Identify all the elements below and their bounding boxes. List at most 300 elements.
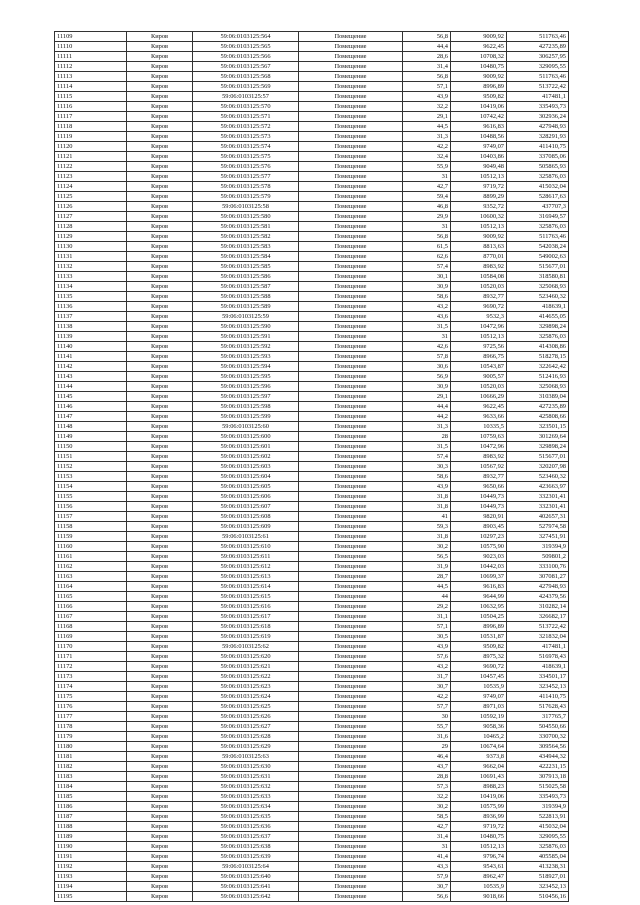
total-value-cell: 422231,15: [507, 762, 569, 772]
row-number-cell: 11149: [55, 432, 127, 442]
row-number-cell: 11183: [55, 772, 127, 782]
area-cell: 43,3: [403, 862, 451, 872]
table-row: [55, 102, 569, 112]
city-cell: Киров: [127, 822, 193, 832]
price-per-sqm-cell: 10543,87: [451, 362, 507, 372]
area-cell: 43,2: [403, 662, 451, 672]
object-type-cell: Помещение: [299, 782, 403, 792]
price-per-sqm-cell: 10567,92: [451, 462, 507, 472]
table-row: [55, 392, 569, 402]
area-cell: 42,2: [403, 142, 451, 152]
total-value-cell: 513722,42: [507, 82, 569, 92]
total-value-cell: 415032,04: [507, 182, 569, 192]
cadastral-number-cell: 59:06:0103125:629: [193, 742, 299, 752]
cadastral-number-cell: 59:06:0103125:609: [193, 522, 299, 532]
city-cell: Киров: [127, 702, 193, 712]
total-value-cell: 310389,04: [507, 392, 569, 402]
row-number-cell: 11134: [55, 282, 127, 292]
total-value-cell: 511763,46: [507, 232, 569, 242]
total-value-cell: 510456,16: [507, 892, 569, 902]
table-row: [55, 892, 569, 902]
city-cell: Киров: [127, 812, 193, 822]
table-row: [55, 502, 569, 512]
price-per-sqm-cell: 9373,8: [451, 752, 507, 762]
area-cell: 31: [403, 222, 451, 232]
row-number-cell: 11145: [55, 392, 127, 402]
price-per-sqm-cell: 9719,72: [451, 822, 507, 832]
object-type-cell: Помещение: [299, 852, 403, 862]
city-cell: Киров: [127, 222, 193, 232]
price-per-sqm-cell: 10535,9: [451, 882, 507, 892]
row-number-cell: 11150: [55, 442, 127, 452]
table-row: [55, 572, 569, 582]
area-cell: 31,9: [403, 562, 451, 572]
city-cell: Киров: [127, 282, 193, 292]
table-row: [55, 482, 569, 492]
table-row: [55, 452, 569, 462]
area-cell: 44,5: [403, 582, 451, 592]
object-type-cell: Помещение: [299, 302, 403, 312]
object-type-cell: Помещение: [299, 722, 403, 732]
row-number-cell: 11175: [55, 692, 127, 702]
price-per-sqm-cell: 9018,66: [451, 892, 507, 902]
row-number-cell: 11188: [55, 822, 127, 832]
table-row: [55, 602, 569, 612]
total-value-cell: 310282,14: [507, 602, 569, 612]
table-row: [55, 92, 569, 102]
city-cell: Киров: [127, 842, 193, 852]
price-per-sqm-cell: 9532,3: [451, 312, 507, 322]
cadastral-number-cell: 59:06:0103125:59: [193, 312, 299, 322]
city-cell: Киров: [127, 782, 193, 792]
price-per-sqm-cell: 8988,23: [451, 782, 507, 792]
object-type-cell: Помещение: [299, 232, 403, 242]
object-type-cell: Помещение: [299, 492, 403, 502]
object-type-cell: Помещение: [299, 762, 403, 772]
area-cell: 57,6: [403, 652, 451, 662]
object-type-cell: Помещение: [299, 892, 403, 902]
city-cell: Киров: [127, 892, 193, 902]
row-number-cell: 11123: [55, 172, 127, 182]
table-row: [55, 142, 569, 152]
object-type-cell: Помещение: [299, 362, 403, 372]
object-type-cell: Помещение: [299, 182, 403, 192]
object-type-cell: Помещение: [299, 672, 403, 682]
area-cell: 57,4: [403, 452, 451, 462]
city-cell: Киров: [127, 742, 193, 752]
cadastral-number-cell: 59:06:0103125:614: [193, 582, 299, 592]
area-cell: 30,1: [403, 272, 451, 282]
total-value-cell: 434944,32: [507, 752, 569, 762]
table-row: [55, 732, 569, 742]
price-per-sqm-cell: 9725,56: [451, 342, 507, 352]
cadastral-number-cell: 59:06:0103125:599: [193, 412, 299, 422]
row-number-cell: 11146: [55, 402, 127, 412]
cadastral-number-cell: 59:06:0103125:624: [193, 692, 299, 702]
cadastral-number-cell: 59:06:0103125:610: [193, 542, 299, 552]
price-per-sqm-cell: 9509,82: [451, 92, 507, 102]
row-number-cell: 11113: [55, 72, 127, 82]
area-cell: 57,4: [403, 262, 451, 272]
price-per-sqm-cell: 9690,72: [451, 662, 507, 672]
area-cell: 29,1: [403, 112, 451, 122]
area-cell: 32,2: [403, 792, 451, 802]
price-per-sqm-cell: 9616,83: [451, 582, 507, 592]
area-cell: 30,9: [403, 382, 451, 392]
row-number-cell: 11157: [55, 512, 127, 522]
city-cell: Киров: [127, 872, 193, 882]
row-number-cell: 11162: [55, 562, 127, 572]
cadastral-number-cell: 59:06:0103125:620: [193, 652, 299, 662]
cadastral-number-cell: 59:06:0103125:638: [193, 842, 299, 852]
city-cell: Киров: [127, 302, 193, 312]
area-cell: 28,7: [403, 572, 451, 582]
object-type-cell: Помещение: [299, 872, 403, 882]
object-type-cell: Помещение: [299, 642, 403, 652]
object-type-cell: Помещение: [299, 202, 403, 212]
object-type-cell: Помещение: [299, 612, 403, 622]
row-number-cell: 11181: [55, 752, 127, 762]
document-sheet: [54, 31, 568, 902]
table-row: [55, 822, 569, 832]
cadastral-number-cell: 59:06:0103125:61: [193, 532, 299, 542]
city-cell: Киров: [127, 112, 193, 122]
city-cell: Киров: [127, 722, 193, 732]
total-value-cell: 335493,73: [507, 792, 569, 802]
row-number-cell: 11144: [55, 382, 127, 392]
area-cell: 31,1: [403, 612, 451, 622]
table-row: [55, 82, 569, 92]
total-value-cell: 320207,98: [507, 462, 569, 472]
total-value-cell: 332301,41: [507, 492, 569, 502]
object-type-cell: Помещение: [299, 122, 403, 132]
city-cell: Киров: [127, 412, 193, 422]
table-row: [55, 852, 569, 862]
cadastral-number-cell: 59:06:0103125:608: [193, 512, 299, 522]
total-value-cell: 329898,24: [507, 442, 569, 452]
total-value-cell: 511763,46: [507, 72, 569, 82]
row-number-cell: 11132: [55, 262, 127, 272]
row-number-cell: 11120: [55, 142, 127, 152]
row-number-cell: 11177: [55, 712, 127, 722]
price-per-sqm-cell: 9719,72: [451, 182, 507, 192]
price-per-sqm-cell: 8996,89: [451, 82, 507, 92]
total-value-cell: 411410,75: [507, 692, 569, 702]
row-number-cell: 11119: [55, 132, 127, 142]
table-row: [55, 352, 569, 362]
cadastral-number-cell: 59:06:0103125:588: [193, 292, 299, 302]
object-type-cell: Помещение: [299, 552, 403, 562]
object-type-cell: Помещение: [299, 272, 403, 282]
table-row: [55, 832, 569, 842]
price-per-sqm-cell: 10535,9: [451, 682, 507, 692]
object-type-cell: Помещение: [299, 702, 403, 712]
price-per-sqm-cell: 10472,96: [451, 322, 507, 332]
city-cell: Киров: [127, 272, 193, 282]
table-row: [55, 842, 569, 852]
area-cell: 31: [403, 842, 451, 852]
total-value-cell: 518927,01: [507, 872, 569, 882]
area-cell: 30: [403, 712, 451, 722]
area-cell: 29,9: [403, 212, 451, 222]
area-cell: 43,2: [403, 302, 451, 312]
area-cell: 44,5: [403, 122, 451, 132]
object-type-cell: Помещение: [299, 862, 403, 872]
row-number-cell: 11124: [55, 182, 127, 192]
area-cell: 28: [403, 432, 451, 442]
area-cell: 42,6: [403, 342, 451, 352]
table-row: [55, 182, 569, 192]
total-value-cell: 301269,64: [507, 432, 569, 442]
price-per-sqm-cell: 10575,99: [451, 802, 507, 812]
city-cell: Киров: [127, 692, 193, 702]
area-cell: 42,7: [403, 822, 451, 832]
object-type-cell: Помещение: [299, 412, 403, 422]
cadastral-number-cell: 59:06:0103125:615: [193, 592, 299, 602]
object-type-cell: Помещение: [299, 392, 403, 402]
area-cell: 56,5: [403, 552, 451, 562]
object-type-cell: Помещение: [299, 602, 403, 612]
object-type-cell: Помещение: [299, 92, 403, 102]
total-value-cell: 316949,57: [507, 212, 569, 222]
total-value-cell: 515677,01: [507, 452, 569, 462]
row-number-cell: 11164: [55, 582, 127, 592]
cadastral-number-cell: 59:06:0103125:604: [193, 472, 299, 482]
object-type-cell: Помещение: [299, 112, 403, 122]
object-type-cell: Помещение: [299, 312, 403, 322]
area-cell: 30,7: [403, 882, 451, 892]
city-cell: Киров: [127, 632, 193, 642]
object-type-cell: Помещение: [299, 432, 403, 442]
table-row: [55, 192, 569, 202]
row-number-cell: 11189: [55, 832, 127, 842]
cadastral-number-cell: 59:06:0103125:623: [193, 682, 299, 692]
row-number-cell: 11143: [55, 372, 127, 382]
object-type-cell: Помещение: [299, 802, 403, 812]
price-per-sqm-cell: 10520,03: [451, 282, 507, 292]
area-cell: 58,6: [403, 472, 451, 482]
table-row: [55, 222, 569, 232]
area-cell: 31,8: [403, 492, 451, 502]
table-row: [55, 292, 569, 302]
row-number-cell: 11137: [55, 312, 127, 322]
object-type-cell: Помещение: [299, 662, 403, 672]
table-row: [55, 472, 569, 482]
area-cell: 30,3: [403, 462, 451, 472]
row-number-cell: 11186: [55, 802, 127, 812]
total-value-cell: 333100,76: [507, 562, 569, 572]
cadastral-number-cell: 59:06:0103125:593: [193, 352, 299, 362]
cadastral-number-cell: 59:06:0103125:570: [193, 102, 299, 112]
row-number-cell: 11116: [55, 102, 127, 112]
object-type-cell: Помещение: [299, 82, 403, 92]
price-per-sqm-cell: 10691,43: [451, 772, 507, 782]
row-number-cell: 11115: [55, 92, 127, 102]
object-type-cell: Помещение: [299, 72, 403, 82]
cadastral-number-cell: 59:06:0103125:634: [193, 802, 299, 812]
total-value-cell: 427948,93: [507, 582, 569, 592]
price-per-sqm-cell: 9009,92: [451, 232, 507, 242]
area-cell: 31,3: [403, 422, 451, 432]
object-type-cell: Помещение: [299, 372, 403, 382]
cadastral-number-cell: 59:06:0103125:64: [193, 862, 299, 872]
table-row: [55, 282, 569, 292]
total-value-cell: 427235,89: [507, 402, 569, 412]
total-value-cell: 327451,91: [507, 532, 569, 542]
price-per-sqm-cell: 10512,13: [451, 332, 507, 342]
table-row: [55, 72, 569, 82]
table-row: [55, 652, 569, 662]
table-row: [55, 692, 569, 702]
total-value-cell: 321832,04: [507, 632, 569, 642]
table-row: [55, 52, 569, 62]
area-cell: 30,7: [403, 682, 451, 692]
price-per-sqm-cell: 9049,48: [451, 162, 507, 172]
city-cell: Киров: [127, 442, 193, 452]
city-cell: Киров: [127, 432, 193, 442]
table-row: [55, 702, 569, 712]
table-row: [55, 232, 569, 242]
price-per-sqm-cell: 8899,29: [451, 192, 507, 202]
total-value-cell: 329095,55: [507, 62, 569, 72]
table-row: [55, 252, 569, 262]
object-type-cell: Помещение: [299, 52, 403, 62]
city-cell: Киров: [127, 202, 193, 212]
table-row: [55, 542, 569, 552]
table-row: [55, 432, 569, 442]
table-row: [55, 442, 569, 452]
cadastral-number-cell: 59:06:0103125:581: [193, 222, 299, 232]
city-cell: Киров: [127, 402, 193, 412]
total-value-cell: 319394,9: [507, 542, 569, 552]
table-row: [55, 462, 569, 472]
row-number-cell: 11190: [55, 842, 127, 852]
row-number-cell: 11138: [55, 322, 127, 332]
cadastral-number-cell: 59:06:0103125:578: [193, 182, 299, 192]
city-cell: Киров: [127, 582, 193, 592]
total-value-cell: 523460,32: [507, 292, 569, 302]
row-number-cell: 11141: [55, 352, 127, 362]
cadastral-number-cell: 59:06:0103125:584: [193, 252, 299, 262]
cadastral-number-cell: 59:06:0103125:60: [193, 422, 299, 432]
total-value-cell: 418639,1: [507, 662, 569, 672]
object-type-cell: Помещение: [299, 822, 403, 832]
price-per-sqm-cell: 9023,03: [451, 552, 507, 562]
table-row: [55, 712, 569, 722]
row-number-cell: 11182: [55, 762, 127, 772]
city-cell: Киров: [127, 552, 193, 562]
object-type-cell: Помещение: [299, 542, 403, 552]
table-row: [55, 172, 569, 182]
row-number-cell: 11174: [55, 682, 127, 692]
price-per-sqm-cell: 9622,45: [451, 402, 507, 412]
city-cell: Киров: [127, 232, 193, 242]
area-cell: 31,6: [403, 732, 451, 742]
cadastral-number-cell: 59:06:0103125:597: [193, 392, 299, 402]
table-row: [55, 122, 569, 132]
cadastral-number-cell: 59:06:0103125:567: [193, 62, 299, 72]
price-per-sqm-cell: 10403,86: [451, 152, 507, 162]
cadastral-number-cell: 59:06:0103125:603: [193, 462, 299, 472]
row-number-cell: 11185: [55, 792, 127, 802]
table-row: [55, 42, 569, 52]
cadastral-number-cell: 59:06:0103125:617: [193, 612, 299, 622]
area-cell: 30,6: [403, 362, 451, 372]
area-cell: 56,6: [403, 892, 451, 902]
cadastral-number-cell: 59:06:0103125:575: [193, 152, 299, 162]
cadastral-number-cell: 59:06:0103125:63: [193, 752, 299, 762]
row-number-cell: 11172: [55, 662, 127, 672]
city-cell: Киров: [127, 612, 193, 622]
object-type-cell: Помещение: [299, 752, 403, 762]
row-number-cell: 11127: [55, 212, 127, 222]
price-per-sqm-cell: 8966,75: [451, 352, 507, 362]
city-cell: Киров: [127, 462, 193, 472]
table-row: [55, 632, 569, 642]
area-cell: 44,4: [403, 42, 451, 52]
cadastral-number-cell: 59:06:0103125:577: [193, 172, 299, 182]
price-per-sqm-cell: 10504,25: [451, 612, 507, 622]
cadastral-number-cell: 59:06:0103125:595: [193, 372, 299, 382]
cadastral-number-cell: 59:06:0103125:636: [193, 822, 299, 832]
row-number-cell: 11114: [55, 82, 127, 92]
price-per-sqm-cell: 9509,82: [451, 642, 507, 652]
price-per-sqm-cell: 10674,64: [451, 742, 507, 752]
cadastral-number-cell: 59:06:0103125:605: [193, 482, 299, 492]
row-number-cell: 11192: [55, 862, 127, 872]
row-number-cell: 11147: [55, 412, 127, 422]
row-number-cell: 11195: [55, 892, 127, 902]
price-per-sqm-cell: 10449,73: [451, 492, 507, 502]
total-value-cell: 325068,93: [507, 282, 569, 292]
cadastral-number-cell: 59:06:0103125:574: [193, 142, 299, 152]
city-cell: Киров: [127, 562, 193, 572]
price-per-sqm-cell: 8983,92: [451, 452, 507, 462]
area-cell: 44,2: [403, 412, 451, 422]
cadastral-number-cell: 59:06:0103125:621: [193, 662, 299, 672]
object-type-cell: Помещение: [299, 102, 403, 112]
cadastral-number-cell: 59:06:0103125:580: [193, 212, 299, 222]
price-per-sqm-cell: 10512,13: [451, 222, 507, 232]
area-cell: 31,8: [403, 532, 451, 542]
table-row: [55, 312, 569, 322]
city-cell: Киров: [127, 162, 193, 172]
city-cell: Киров: [127, 882, 193, 892]
price-per-sqm-cell: 8903,45: [451, 522, 507, 532]
city-cell: Киров: [127, 332, 193, 342]
total-value-cell: 515677,01: [507, 262, 569, 272]
total-value-cell: 542038,24: [507, 242, 569, 252]
table-row: [55, 872, 569, 882]
object-type-cell: Помещение: [299, 42, 403, 52]
table-row: [55, 32, 569, 42]
table-row: [55, 302, 569, 312]
row-number-cell: 11187: [55, 812, 127, 822]
object-type-cell: Помещение: [299, 402, 403, 412]
row-number-cell: 11159: [55, 532, 127, 542]
row-number-cell: 11139: [55, 332, 127, 342]
total-value-cell: 330700,32: [507, 732, 569, 742]
total-value-cell: 323501,15: [507, 422, 569, 432]
price-per-sqm-cell: 10457,45: [451, 672, 507, 682]
row-number-cell: 11129: [55, 232, 127, 242]
row-number-cell: 11112: [55, 62, 127, 72]
area-cell: 55,9: [403, 162, 451, 172]
total-value-cell: 511763,46: [507, 32, 569, 42]
object-type-cell: Помещение: [299, 502, 403, 512]
object-type-cell: Помещение: [299, 452, 403, 462]
city-cell: Киров: [127, 502, 193, 512]
